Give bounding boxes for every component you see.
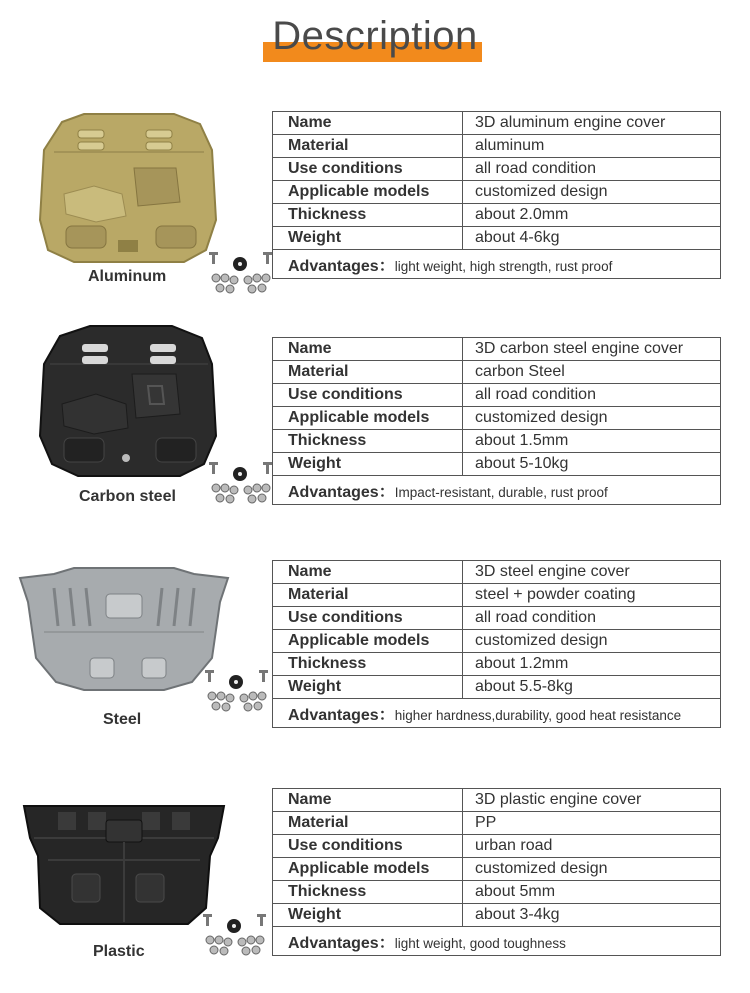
label-models: Applicable models — [273, 858, 463, 881]
mounting-hardware-icon — [202, 910, 268, 958]
spec-table — [272, 111, 721, 279]
label-thickness: Thickness — [273, 430, 463, 453]
value-use: all road condition — [463, 384, 721, 407]
label-advantages: Advantages： — [288, 706, 395, 724]
value-weight: about 4-6kg — [463, 227, 721, 250]
product-label: Carbon steel — [79, 488, 176, 505]
label-name: Name — [273, 561, 463, 584]
label-thickness: Thickness — [273, 653, 463, 676]
label-advantages: Advantages： — [288, 257, 395, 275]
label-use: Use conditions — [273, 158, 463, 181]
product-label: Plastic — [93, 943, 145, 960]
value-thickness: about 5mm — [463, 881, 721, 904]
product-label: Steel — [103, 711, 142, 728]
label-advantages: Advantages： — [288, 934, 395, 952]
label-use: Use conditions — [273, 384, 463, 407]
value-models: customized design — [463, 858, 721, 881]
value-use: all road condition — [463, 158, 721, 181]
value-models: customized design — [463, 181, 721, 204]
value-advantages: higher hardness,durability, good heat resistance — [394, 707, 682, 723]
product-section-steel — [0, 556, 750, 761]
value-use: all road condition — [463, 607, 721, 630]
value-use: urban road — [463, 835, 721, 858]
mounting-hardware-icon — [208, 458, 274, 506]
mounting-hardware-icon — [208, 248, 274, 296]
page-title: Description — [272, 14, 478, 58]
label-material: Material — [273, 812, 463, 835]
value-weight: about 3-4kg — [463, 904, 721, 927]
product-section-aluminum — [0, 108, 750, 313]
value-material: carbon Steel — [463, 361, 721, 384]
value-thickness: about 1.5mm — [463, 430, 721, 453]
steel-engine-cover-image — [14, 566, 234, 696]
advantages-row — [273, 476, 721, 505]
product-section-carbon-steel — [0, 334, 750, 539]
label-models: Applicable models — [273, 181, 463, 204]
value-advantages: Impact-resistant, durable, rust proof — [394, 484, 608, 500]
value-advantages: light weight, high strength, rust proof — [394, 258, 613, 274]
label-name: Name — [273, 789, 463, 812]
value-models: customized design — [463, 407, 721, 430]
value-material: aluminum — [463, 135, 721, 158]
label-material: Material — [273, 361, 463, 384]
label-weight: Weight — [273, 453, 463, 476]
label-thickness: Thickness — [273, 881, 463, 904]
advantages-row — [273, 250, 721, 279]
product-label: Aluminum — [88, 268, 167, 285]
advantages-row — [273, 699, 721, 728]
label-weight: Weight — [273, 227, 463, 250]
value-name: 3D steel engine cover — [463, 561, 721, 584]
label-weight: Weight — [273, 904, 463, 927]
label-material: Material — [273, 584, 463, 607]
value-thickness: about 1.2mm — [463, 653, 721, 676]
label-name: Name — [273, 338, 463, 361]
label-material: Material — [273, 135, 463, 158]
value-thickness: about 2.0mm — [463, 204, 721, 227]
label-name: Name — [273, 112, 463, 135]
carbon-steel-engine-cover-image — [34, 324, 224, 486]
value-advantages: light weight, good toughness — [394, 935, 566, 951]
label-models: Applicable models — [273, 407, 463, 430]
label-use: Use conditions — [273, 835, 463, 858]
label-thickness: Thickness — [273, 204, 463, 227]
spec-table — [272, 337, 721, 505]
mounting-hardware-icon — [204, 666, 270, 714]
value-models: customized design — [463, 630, 721, 653]
label-use: Use conditions — [273, 607, 463, 630]
value-name: 3D aluminum engine cover — [463, 112, 721, 135]
label-advantages: Advantages： — [288, 483, 395, 501]
product-section-plastic — [0, 784, 750, 989]
value-weight: about 5.5-8kg — [463, 676, 721, 699]
value-name: 3D carbon steel engine cover — [463, 338, 721, 361]
value-material: steel + powder coating — [463, 584, 721, 607]
spec-table — [272, 788, 721, 956]
value-weight: about 5-10kg — [463, 453, 721, 476]
label-models: Applicable models — [273, 630, 463, 653]
value-name: 3D plastic engine cover — [463, 789, 721, 812]
aluminum-engine-cover-image — [34, 110, 224, 272]
value-material: PP — [463, 812, 721, 835]
label-weight: Weight — [273, 676, 463, 699]
spec-table — [272, 560, 721, 728]
plastic-engine-cover-image — [18, 798, 230, 932]
advantages-row — [273, 927, 721, 956]
